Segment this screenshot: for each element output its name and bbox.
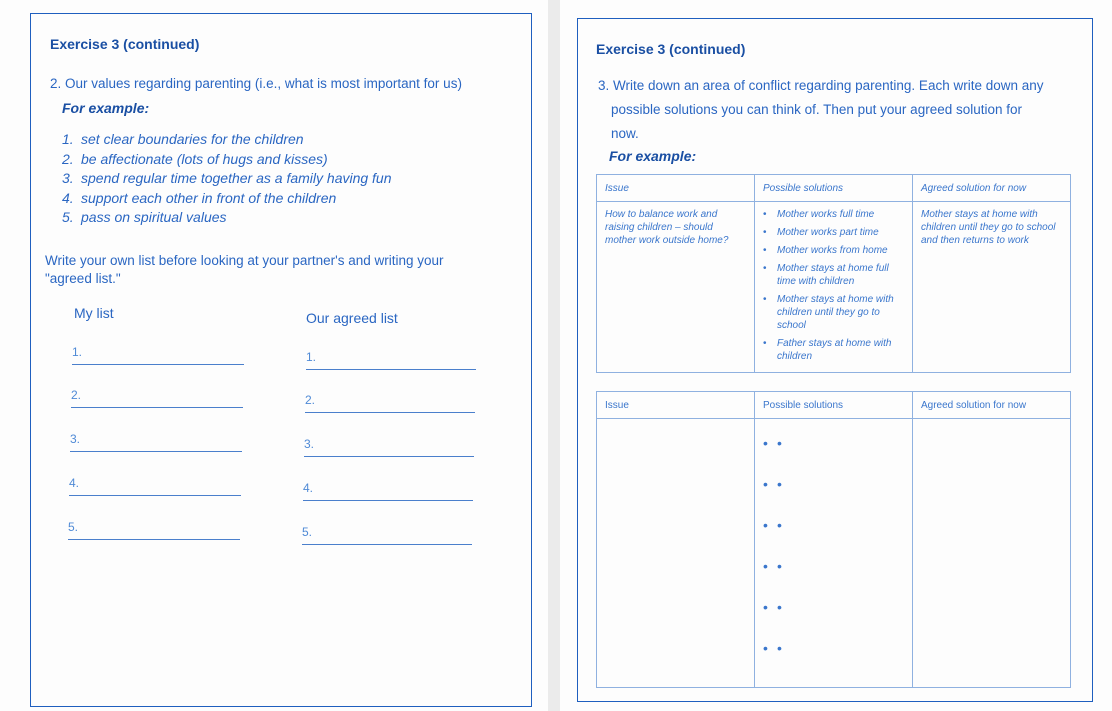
list-item: 4. support each other in front of the children [62,189,337,206]
table-header-row [597,392,1071,419]
solutions-list [763,208,904,363]
bullet-point: • • [763,560,904,596]
bullet-point: • • [763,478,904,514]
agreed-list-line-2[interactable]: 2. [305,393,475,413]
list-item: 2. be affectionate (lots of hugs and kisses) [62,150,328,167]
my-list-line-2[interactable]: 2. [71,388,243,408]
bullet-point: • • [763,437,904,473]
agreed-list-heading: Our agreed list [306,310,398,326]
table-row [597,419,1071,688]
agreed-header: Agreed solution for now [913,175,1071,202]
values-example-list [62,131,392,229]
blank-bullet-list [763,437,904,678]
values-question: 2. Our values regarding parenting (i.e., what is most important for us) [50,76,462,91]
table-header-row [597,175,1071,202]
my-list-line-1[interactable]: 1. [72,345,244,365]
question-line-3: now. [611,126,639,141]
left-exercise-title: Exercise 3 (continued) [50,36,200,52]
bullet-point: • • [763,519,904,555]
issue-header: Issue [597,175,755,202]
right-exercise-title: Exercise 3 (continued) [596,41,746,57]
example-table [596,174,1071,373]
list-instruction [45,252,505,288]
my-list-heading: My list [74,305,114,321]
list-item: 3. spend regular time together as a family having fun [62,170,392,186]
my-list-line-5[interactable]: 5. [68,520,240,540]
agreed-list-line-4[interactable]: 4. [303,481,473,501]
solutions-header: Possible solutions [755,175,913,202]
bullet-point: • • [763,601,904,637]
blank-issue-cell[interactable] [597,419,755,688]
agreed-list-line-5[interactable]: 5. [302,525,472,545]
agreed-list-line-1[interactable]: 1. [306,350,476,370]
my-list-line-3[interactable]: 3. [70,432,242,452]
list-item: • Mother works from home [763,244,904,257]
list-item: • Mother stays at home full time with children [763,262,904,288]
left-for-example-label: For example: [62,100,150,116]
blank-solutions-cell[interactable] [755,419,913,688]
list-item: 5. pass on spiritual values [62,209,227,225]
list-item: • Mother works part time [763,226,904,239]
right-page [560,0,1112,711]
list-item: 1. set clear boundaries for the children [62,131,304,147]
solutions-header: Possible solutions [755,392,913,419]
example-solutions-cell [755,202,913,373]
agreed-list-line-3[interactable]: 3. [304,437,474,457]
instruction-line-2: "agreed list." [45,271,121,286]
my-list-line-4[interactable]: 4. [69,476,241,496]
list-item: • Mother stays at home with children until they go to school [763,293,904,332]
right-for-example-label: For example: [609,148,697,164]
instruction-line-1: Write your own list before looking at your partner's and writing your [45,253,444,268]
bullet-point: • • [763,642,904,678]
left-page [0,0,548,711]
issue-header: Issue [597,392,755,419]
question-line-2: possible solutions you can think of. Then put your agreed solution for [611,102,1023,117]
example-issue-cell: How to balance work and raising children – should mother work outside home? [597,202,755,373]
blank-table [596,391,1071,688]
blank-agreed-cell[interactable] [913,419,1071,688]
list-item: • Father stays at home with children [763,337,904,363]
example-agreed-cell: Mother stays at home with children until they go to school and then returns to work [913,202,1071,373]
question-line-1: 3. Write down an area of conflict regarding parenting. Each write down any [598,78,1044,93]
conflict-question [598,74,1078,146]
agreed-header: Agreed solution for now [913,392,1071,419]
list-item: • Mother works full time [763,208,904,221]
table-row [597,202,1071,373]
